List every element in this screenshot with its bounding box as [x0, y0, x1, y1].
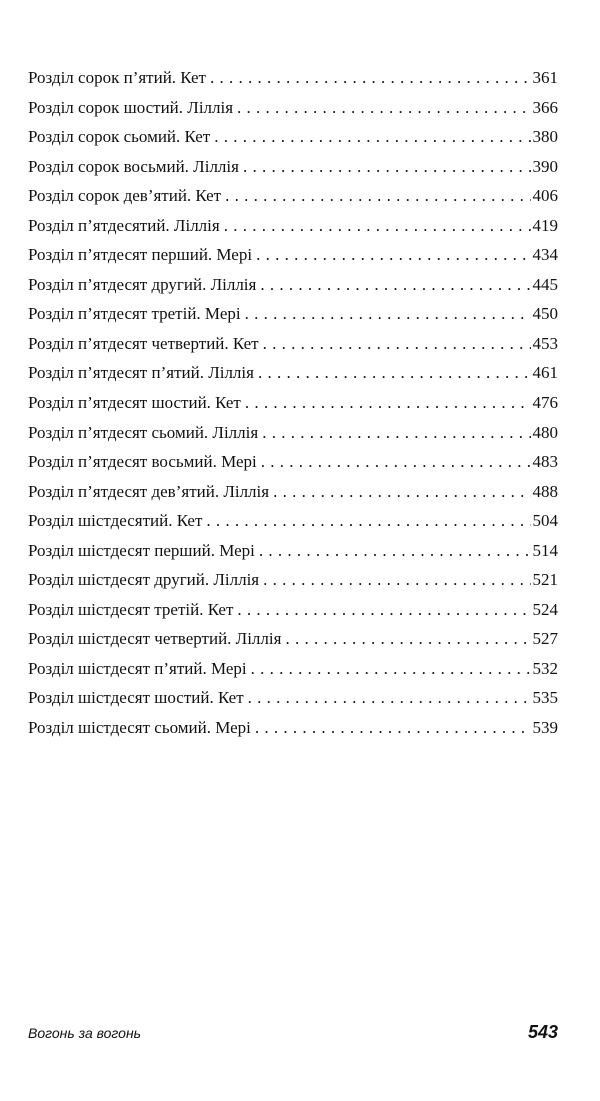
- chapter-page: 535: [532, 688, 558, 708]
- toc-entry: [28, 541, 558, 571]
- dot-leader: [210, 68, 531, 88]
- toc-entry: [28, 452, 558, 482]
- chapter-page: 514: [532, 540, 558, 560]
- chapter-page: 366: [532, 97, 558, 117]
- toc-entry: [28, 393, 558, 423]
- dot-leader: [245, 393, 531, 413]
- toc-entry: [28, 68, 558, 98]
- chapter-title: Розділ сорок восьмий. Ліллія: [28, 156, 239, 176]
- toc-entry: [28, 570, 558, 600]
- dot-leader: [248, 688, 531, 708]
- toc-entry: [28, 245, 558, 275]
- toc-entry: [28, 157, 558, 187]
- chapter-page: 532: [532, 658, 558, 678]
- toc-entry: [28, 688, 558, 718]
- dot-leader: [243, 157, 531, 177]
- dot-leader: [263, 570, 530, 590]
- chapter-title: Розділ п’ятдесят сьомий. Ліллія: [28, 422, 259, 442]
- chapter-page: 419: [532, 215, 558, 235]
- chapter-title: Розділ п’ятдесят третій. Мері: [28, 304, 241, 324]
- page-footer: [28, 1022, 558, 1043]
- chapter-page: 461: [532, 363, 558, 383]
- chapter-title: Розділ шістдесят перший. Мері: [28, 540, 255, 560]
- page-number: 543: [527, 1022, 558, 1042]
- toc-entry: [28, 127, 558, 157]
- dot-leader: [251, 659, 531, 679]
- dot-leader: [245, 304, 531, 324]
- dot-leader: [261, 452, 531, 472]
- chapter-page: 361: [532, 68, 558, 87]
- chapter-page: 524: [532, 599, 558, 619]
- toc-entry: [28, 482, 558, 512]
- toc-entry: [28, 216, 558, 246]
- chapter-title: Розділ п’ятдесят шостий. Кет: [28, 393, 241, 413]
- toc-entry: [28, 659, 558, 689]
- dot-leader: [214, 127, 530, 147]
- toc-entry: [28, 629, 558, 659]
- toc-entry: [28, 718, 558, 748]
- toc-entry: [28, 511, 558, 541]
- chapter-title: Розділ сорок шостий. Ліллія: [28, 97, 234, 117]
- table-of-contents: [28, 68, 558, 748]
- dot-leader: [258, 363, 531, 383]
- dot-leader: [237, 600, 530, 620]
- chapter-title: Розділ п’ятдесят другий. Ліллія: [28, 274, 257, 294]
- chapter-page: 406: [532, 186, 558, 206]
- chapter-title: Розділ п’ятдесятий. Ліллія: [28, 215, 220, 235]
- chapter-page: 539: [532, 718, 558, 738]
- chapter-title: Розділ шістдесят п’ятий. Мері: [28, 658, 247, 678]
- chapter-title: Розділ п’ятдесят восьмий. Мері: [28, 452, 257, 472]
- dot-leader: [255, 718, 531, 738]
- dot-leader: [262, 423, 530, 443]
- dot-leader: [263, 334, 531, 354]
- toc-entry: [28, 600, 558, 630]
- chapter-title: Розділ шістдесят сьомий. Мері: [28, 718, 251, 738]
- chapter-page: 380: [532, 127, 558, 147]
- dot-leader: [273, 482, 530, 502]
- dot-leader: [224, 216, 531, 236]
- toc-entry: [28, 363, 558, 393]
- chapter-title: Розділ п’ятдесят п’ятий. Ліллія: [28, 363, 254, 383]
- chapter-title: Розділ шістдесятий. Кет: [28, 511, 203, 531]
- dot-leader: [259, 541, 531, 561]
- chapter-page: 480: [532, 422, 558, 442]
- chapter-page: 527: [532, 629, 558, 649]
- toc-entry: [28, 98, 558, 128]
- toc-entry: [28, 186, 558, 216]
- chapter-page: 504: [532, 511, 558, 531]
- chapter-title: Розділ сорок п’ятий. Кет: [28, 68, 206, 87]
- dot-leader: [237, 98, 530, 118]
- chapter-title: Розділ п’ятдесят дев’ятий. Ліллія: [28, 481, 270, 501]
- chapter-title: Розділ шістдесят четвертий. Ліллія: [28, 629, 282, 649]
- toc-entry: [28, 275, 558, 305]
- chapter-page: 483: [532, 452, 558, 472]
- dot-leader: [260, 275, 530, 295]
- dot-leader: [256, 245, 530, 265]
- toc-entry: [28, 334, 558, 364]
- chapter-title: Розділ п’ятдесят перший. Мері: [28, 245, 253, 265]
- chapter-page: 450: [532, 304, 558, 324]
- toc-entry: [28, 304, 558, 334]
- chapter-title: Розділ сорок дев’ятий. Кет: [28, 186, 222, 206]
- chapter-page: 488: [532, 481, 558, 501]
- chapter-page: 434: [532, 245, 558, 265]
- chapter-page: 453: [532, 333, 558, 353]
- chapter-title: Розділ шістдесят другий. Ліллія: [28, 570, 260, 590]
- chapter-page: 445: [532, 274, 558, 294]
- dot-leader: [225, 186, 530, 206]
- chapter-page: 390: [532, 156, 558, 176]
- running-title: Вогонь за вогонь: [28, 1025, 142, 1041]
- chapter-title: Розділ шістдесят третій. Кет: [28, 599, 234, 619]
- dot-leader: [285, 629, 530, 649]
- toc-entry: [28, 423, 558, 453]
- chapter-title: Розділ сорок сьомий. Кет: [28, 127, 211, 147]
- chapter-title: Розділ п’ятдесят четвертий. Кет: [28, 333, 259, 353]
- chapter-page: 521: [532, 570, 558, 590]
- chapter-page: 476: [532, 393, 558, 413]
- dot-leader: [206, 511, 530, 531]
- chapter-title: Розділ шістдесят шостий. Кет: [28, 688, 244, 708]
